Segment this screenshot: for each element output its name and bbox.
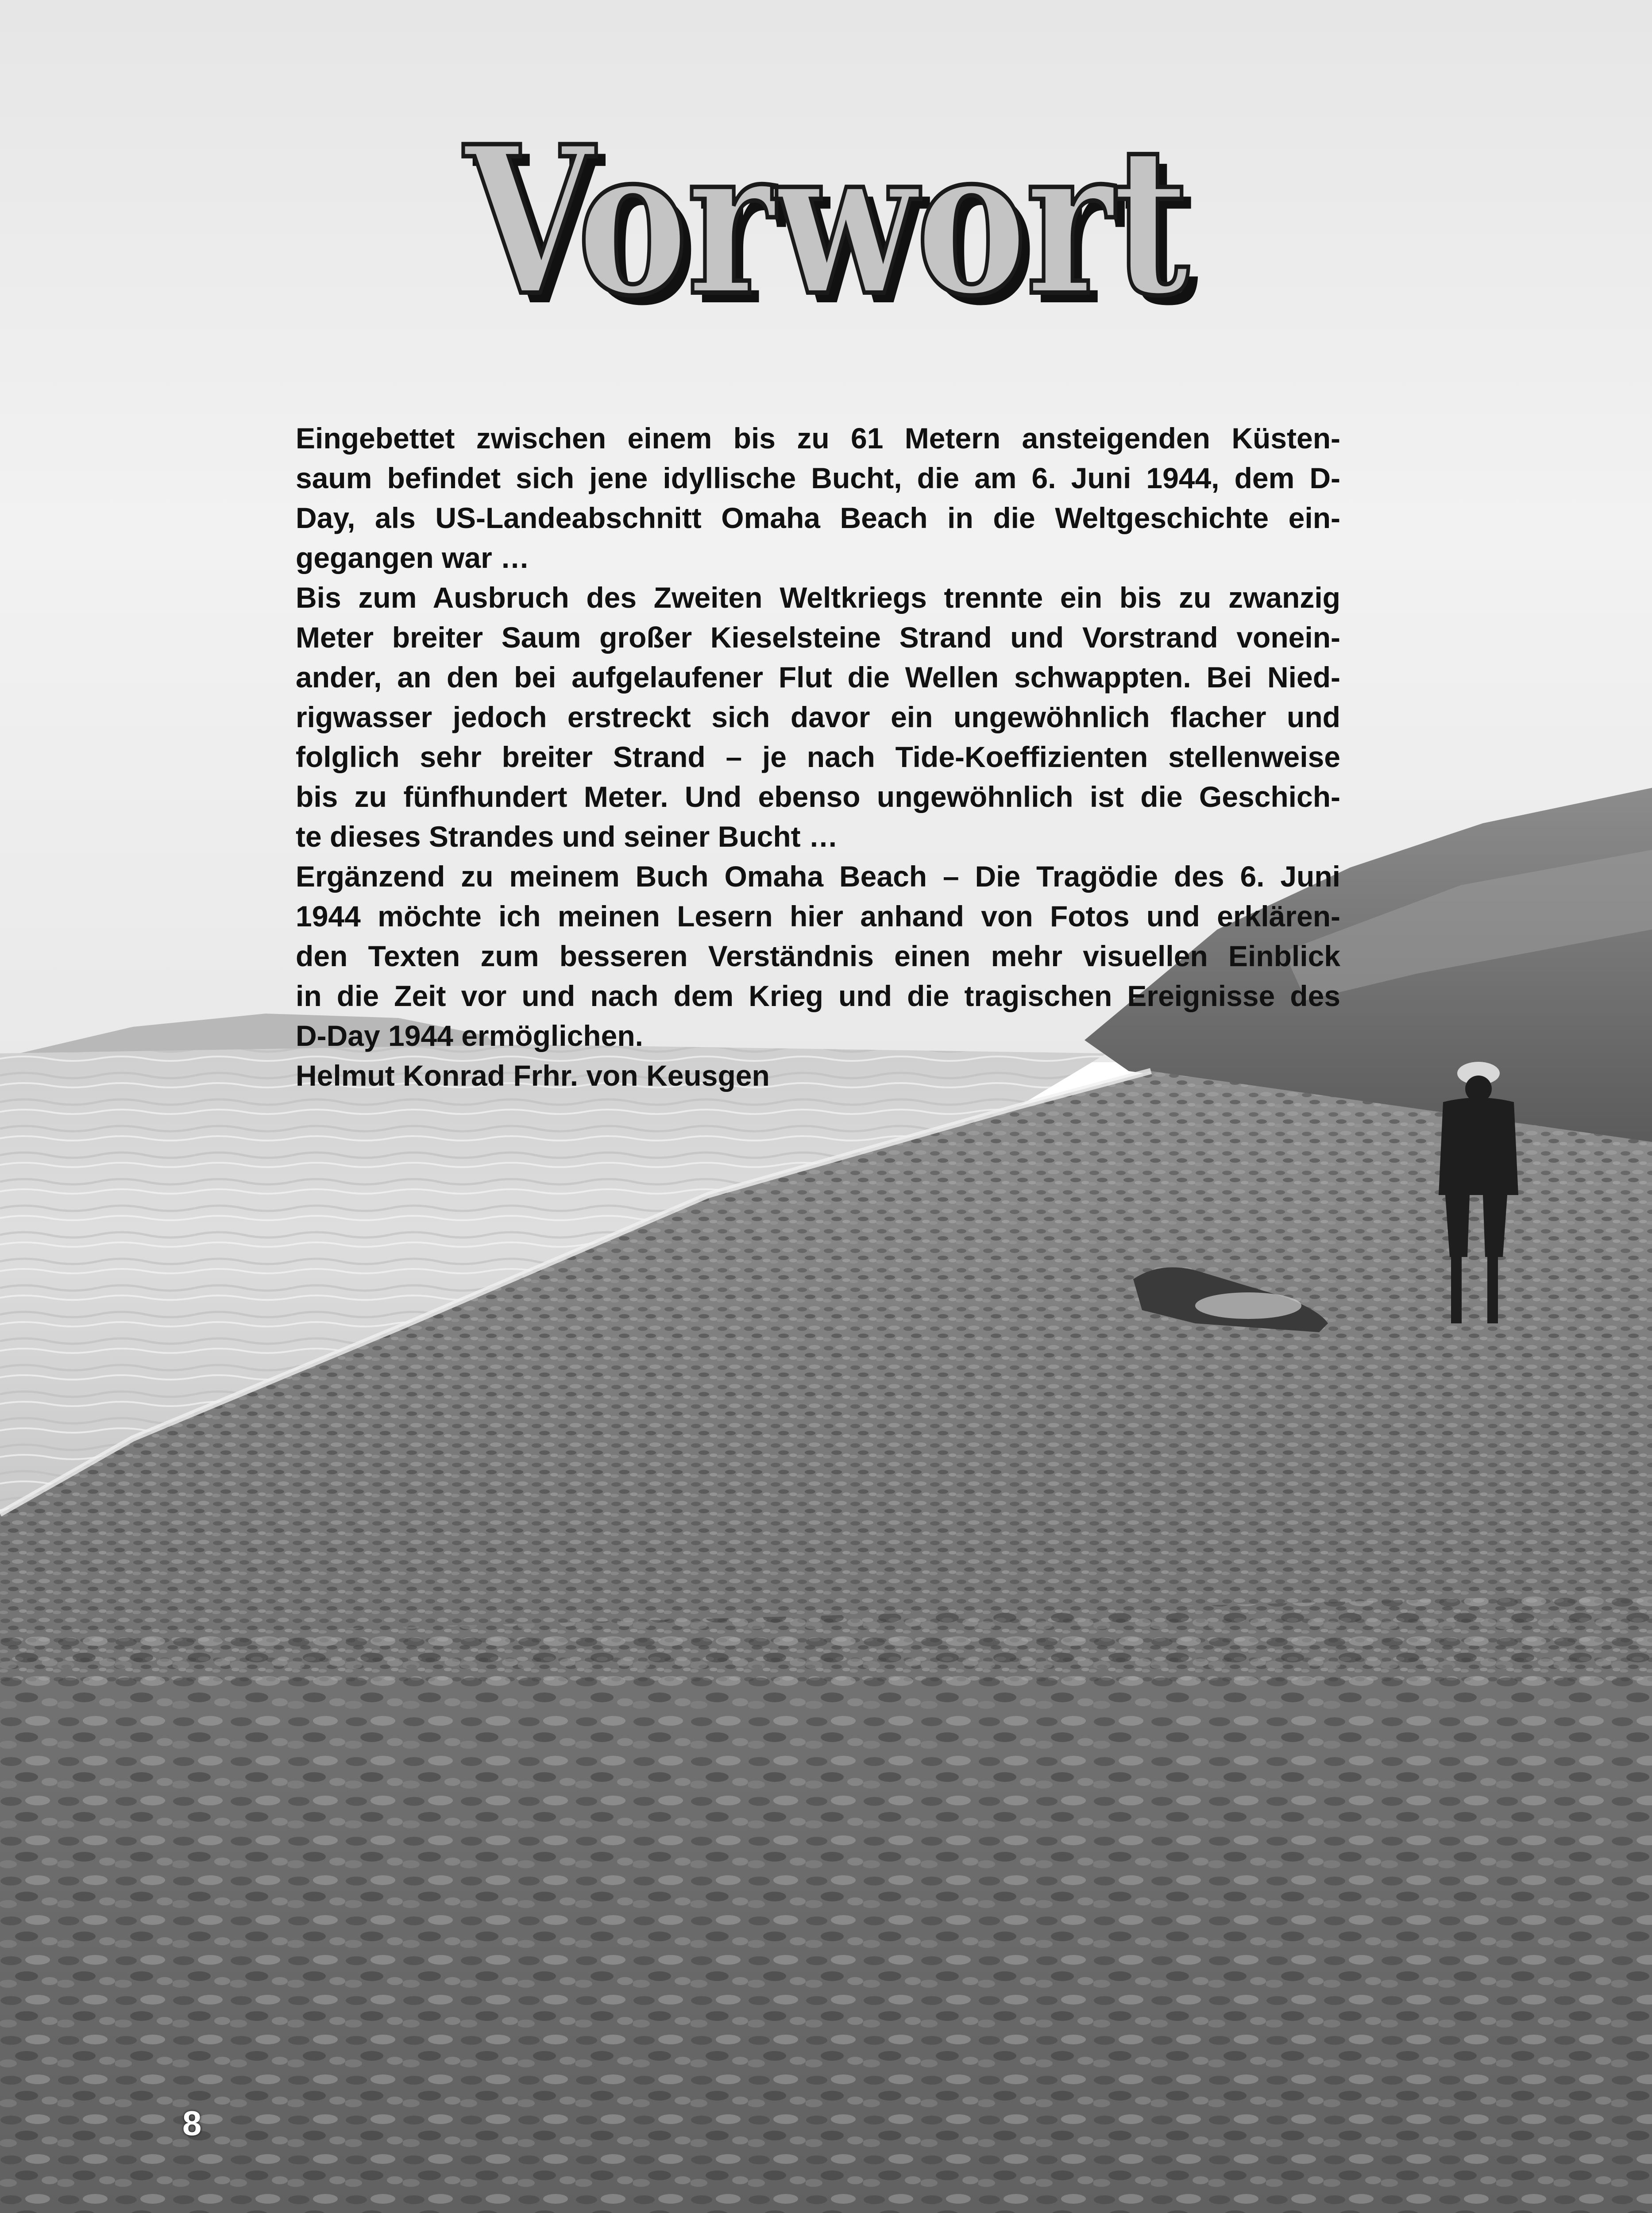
text-line: gegangen war … (296, 541, 530, 574)
text-line: 1944 möchte ich meinen Lesern hier anhand von Fotos und erklären- (296, 900, 1340, 933)
text-line: in die Zeit vor und nach dem Krieg und die tragischen Ereignisse des (296, 979, 1340, 1012)
preface-text (296, 418, 1340, 1095)
paragraph-1 (296, 418, 1340, 578)
text-line: Day, als US-Landeabschnitt Omaha Beach in die Weltgeschichte ein- (296, 501, 1340, 534)
text-line: Ergänzend zu meinem Buch Omaha Beach – Die Tragödie des 6. Juni (296, 860, 1340, 893)
text-line: ander, an den bei aufgelaufener Flut die Wellen schwappten. Bei Nied- (296, 661, 1340, 694)
text-line: den Texten zum besseren Verständnis einen mehr visuellen Einblick (296, 940, 1340, 972)
text-line: rigwasser jedoch erstreckt sich davor ein ungewöhnlich flacher und (296, 701, 1340, 733)
page-title: Vorwort (464, 102, 1188, 341)
author-signature: Helmut Konrad Frhr. von Keusgen (296, 1059, 770, 1092)
paragraph-2 (296, 578, 1340, 856)
text-line: Bis zum Ausbruch des Zweiten Weltkriegs trennte ein bis zu zwanzig (296, 581, 1340, 614)
paragraph-3 (296, 856, 1340, 1056)
text-line: te dieses Strandes und seiner Bucht … (296, 820, 838, 853)
text-line: Meter breiter Saum großer Kieselsteine Strand und Vorstrand vonein- (296, 621, 1340, 654)
text-line: saum befindet sich jene idyllische Bucht, die am 6. Juni 1944, dem D- (296, 462, 1340, 494)
page-number: 8 (182, 2104, 202, 2143)
text-line: bis zu fünfhundert Meter. Und ebenso ungewöhnlich ist die Geschich- (296, 780, 1340, 813)
text-line: folglich sehr breiter Strand – je nach Tide-Koeffizienten stellenweise (296, 740, 1340, 773)
text-line: D-Day 1944 ermöglichen. (296, 1019, 643, 1052)
text-line: Eingebettet zwischen einem bis zu 61 Metern ansteigenden Küsten- (296, 422, 1340, 455)
